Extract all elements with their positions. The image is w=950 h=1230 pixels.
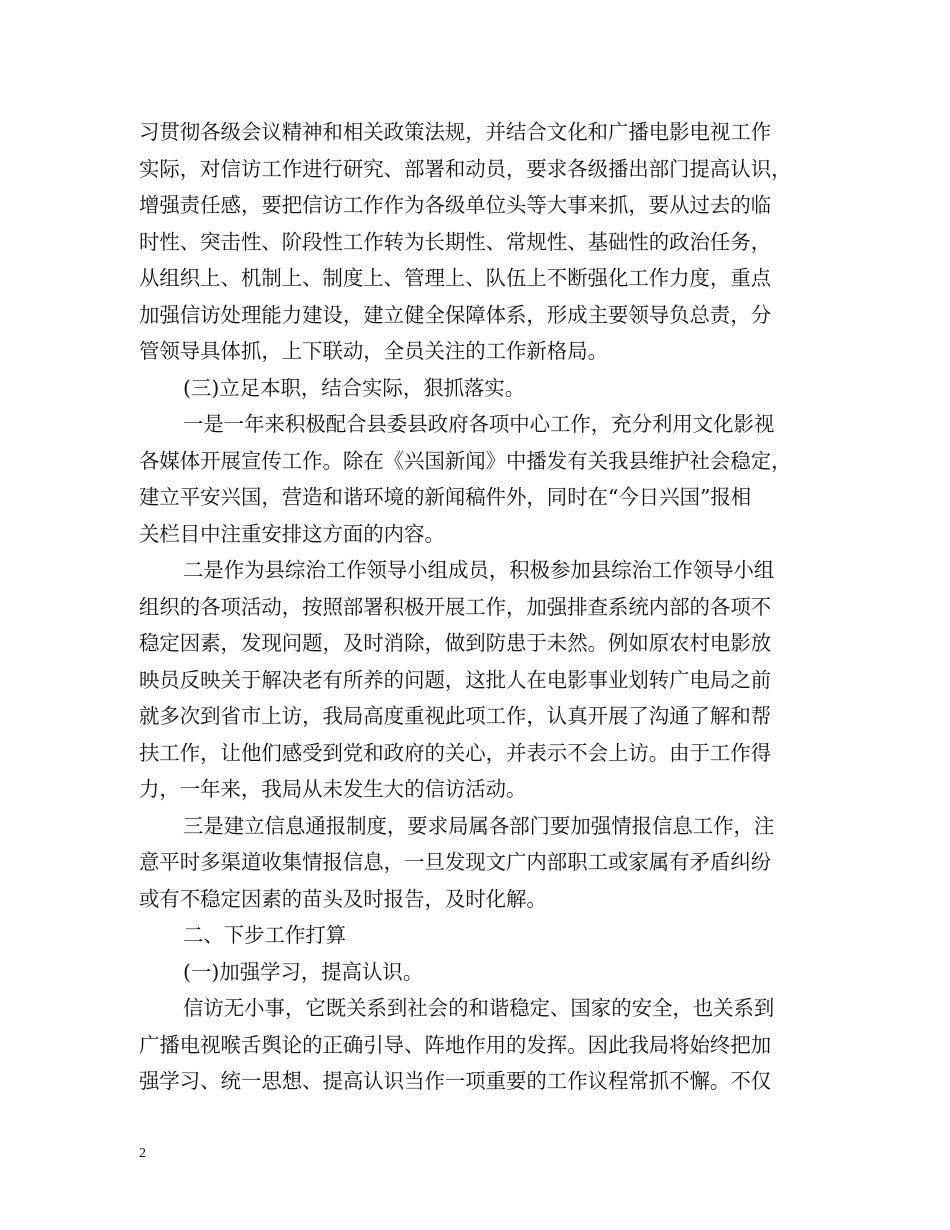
text-line: 加强信访处理能力建设，建立健全保障体系，形成主要领导负总责，分 bbox=[139, 302, 772, 327]
text-line: 映员反映关于解决老有所养的问题，这批人在电影事业划转广电局之前 bbox=[139, 667, 772, 692]
text-line: 扶工作，让他们感受到党和政府的关心，并表示不会上访。由于工作得 bbox=[139, 740, 772, 765]
text-line: 组织的各项活动，按照部署积极开展工作，加强排查系统内部的各项不 bbox=[139, 594, 772, 619]
section-heading: 二、下步工作打算 bbox=[183, 923, 347, 947]
document-body bbox=[139, 114, 819, 1100]
section-heading: (一)加强学习，提高认识。 bbox=[183, 959, 424, 984]
text-line: 关栏目中注重安排这方面的内容。 bbox=[139, 521, 445, 546]
text-line: 实际，对信访工作进行研究、部署和动员，要求各级播出部门提高认识， bbox=[139, 156, 792, 181]
text-line: 时性、突击性、阶段性工作转为长期性、常规性、基础性的政治任务， bbox=[139, 229, 772, 254]
text-line: 习贯彻各级会议精神和相关政策法规，并结合文化和广播电影电视工作 bbox=[139, 120, 772, 144]
text-line: 二是作为县综治工作领导小组成员，积极参加县综治工作领导小组 bbox=[183, 558, 775, 582]
text-line: 信访无小事，它既关系到社会的和谐稳定、国家的安全，也关系到 bbox=[183, 996, 775, 1020]
text-line: 稳定因素，发现问题，及时消除，做到防患于未然。例如原农村电影放 bbox=[139, 631, 772, 655]
text-line: 广播电视喉舌舆论的正确引导、阵地作用的发挥。因此我局将始终把加 bbox=[139, 1032, 772, 1057]
page-number: 2 bbox=[139, 1146, 146, 1161]
text-line: 一是一年来积极配合县委县政府各项中心工作，充分利用文化影视 bbox=[183, 412, 775, 436]
text-line: 就多次到省市上访，我局高度重视此项工作，认真开展了沟通了解和帮 bbox=[139, 704, 772, 728]
text-line: 增强责任感，要把信访工作作为各级单位头等大事来抓，要从过去的临 bbox=[139, 193, 772, 217]
text-line: 意平时多渠道收集情报信息，一旦发现文广内部职工或家属有矛盾纠纷 bbox=[139, 850, 772, 874]
section-heading: (三)立足本职，结合实际，狠抓落实。 bbox=[183, 375, 526, 400]
text-line: 管领导具体抓，上下联动，全员关注的工作新格局。 bbox=[139, 339, 608, 363]
text-line: 各媒体开展宣传工作。除在《兴国新闻》中播发有关我县维护社会稳定， bbox=[139, 448, 792, 473]
text-line: 强学习、统一思想、提高认识当作一项重要的工作议程常抓不懈。不仅 bbox=[139, 1069, 772, 1093]
text-line: 三是建立信息通报制度，要求局属各部门要加强情报信息工作，注 bbox=[183, 813, 775, 838]
text-line: 建立平安兴国，营造和谐环境的新闻稿件外，同时在“今日兴国”报相 bbox=[139, 485, 752, 509]
text-line: 或有不稳定因素的苗头及时报告，及时化解。 bbox=[139, 886, 547, 911]
text-line: 从组织上、机制上、制度上、管理上、队伍上不断强化工作力度，重点 bbox=[139, 266, 772, 290]
text-line: 力，一年来，我局从未发生大的信访活动。 bbox=[139, 777, 527, 801]
